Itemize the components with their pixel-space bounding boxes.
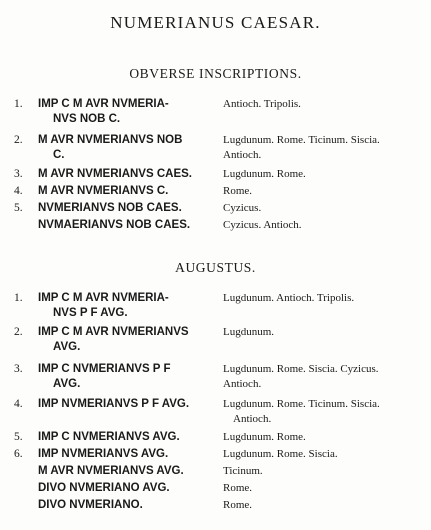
inscription-text	[38, 167, 223, 182]
mint-list	[223, 397, 418, 426]
inscription-text	[38, 218, 223, 233]
inscription-text	[38, 498, 223, 513]
inscription-line: DIVO NVMERIANO AVG.	[38, 482, 170, 494]
mint-list	[223, 167, 418, 182]
entry-row	[0, 291, 431, 323]
inscription-line: IMP C NVMERIANVS P F	[38, 363, 171, 375]
inscription-text	[38, 184, 223, 199]
mint-line: Rome.	[223, 499, 253, 511]
inscription-text	[38, 325, 223, 354]
entry-row	[0, 498, 431, 530]
inscription-text	[38, 464, 223, 479]
inscription-text	[38, 362, 223, 391]
entry-row	[0, 397, 431, 429]
entry-number: 4.	[14, 185, 23, 197]
mint-list	[223, 218, 418, 233]
inscription-line: NVS NOB C.	[53, 112, 121, 125]
inscription-text	[38, 201, 223, 216]
entry-row	[0, 325, 431, 357]
entry-number: 6.	[14, 448, 23, 460]
mint-line: Ticinum.	[223, 465, 263, 477]
section-heading-augustus: AUGUSTUS.	[175, 260, 256, 275]
inscription-line: M AVR NVMERIANVS C.	[38, 185, 169, 197]
inscription-line: NVS P F AVG.	[53, 306, 128, 319]
mint-list	[223, 201, 418, 216]
entry-number: 2.	[14, 134, 23, 146]
entry-number: 2.	[14, 326, 23, 338]
entry-row	[0, 133, 431, 165]
inscription-line: IMP C NVMERIANVS AVG.	[38, 431, 180, 443]
mint-list	[223, 430, 418, 445]
mint-line: Antioch.	[233, 412, 272, 425]
inscription-line: M AVR NVMERIANVS NOB	[38, 134, 183, 146]
mint-line: Lugdunum. Rome. Ticinum. Siscia.	[223, 134, 380, 146]
inscription-line: AVG.	[53, 340, 81, 353]
mint-line: Antioch.	[223, 377, 262, 390]
section-heading-obverse: OBVERSE INSCRIPTIONS.	[129, 66, 302, 81]
mint-list	[223, 291, 418, 306]
mint-list	[223, 325, 418, 340]
mint-list	[223, 362, 418, 391]
entry-number: 1.	[14, 292, 23, 304]
mint-list	[223, 97, 418, 112]
mint-line: Lugdunum. Rome. Siscia.	[223, 448, 338, 460]
inscription-line: AVG.	[53, 377, 81, 390]
entry-number: 5.	[14, 431, 23, 443]
mint-list	[223, 184, 418, 199]
entry-row	[0, 97, 431, 129]
inscription-line: M AVR NVMERIANVS CAES.	[38, 168, 192, 180]
inscription-text	[38, 291, 223, 320]
inscription-text	[38, 481, 223, 496]
entry-number: 4.	[14, 398, 23, 410]
mint-line: Antioch. Tripolis.	[223, 98, 301, 110]
mint-line: Lugdunum. Antioch. Tripolis.	[223, 292, 355, 304]
inscription-line: C.	[53, 148, 65, 161]
inscription-line: M AVR NVMERIANVS AVG.	[38, 465, 184, 477]
entry-number: 3.	[14, 363, 23, 375]
inscription-text	[38, 430, 223, 445]
entry-number: 1.	[14, 98, 23, 110]
inscription-line: IMP C M AVR NVMERIA-	[38, 98, 169, 110]
mint-line: Lugdunum. Rome. Siscia. Cyzicus.	[223, 363, 379, 375]
mint-line: Lugdunum. Rome.	[223, 168, 306, 180]
mint-list	[223, 447, 418, 462]
mint-line: Lugdunum. Rome. Ticinum. Siscia.	[223, 398, 380, 410]
mint-list	[223, 481, 418, 496]
mint-line: Lugdunum.	[223, 326, 275, 338]
inscription-line: IMP NVMERIANVS AVG.	[38, 448, 169, 460]
mint-list	[223, 498, 418, 513]
inscription-line: DIVO NVMERIANO.	[38, 499, 143, 511]
mint-line: Rome.	[223, 482, 253, 494]
inscription-line: NVMERIANVS NOB CAES.	[38, 202, 182, 214]
mint-line: Cyzicus. Antioch.	[223, 219, 302, 231]
inscription-text	[38, 397, 223, 412]
inscription-line: IMP NVMERIANVS P F AVG.	[38, 398, 190, 410]
mint-line: Antioch.	[223, 148, 262, 161]
entry-number: 3.	[14, 168, 23, 180]
inscription-line: IMP C M AVR NVMERIA-	[38, 292, 169, 304]
inscription-line: IMP C M AVR NVMERIANVS	[38, 326, 189, 338]
mint-list	[223, 464, 418, 479]
inscription-text	[38, 447, 223, 462]
page-title: NUMERIANUS CAESAR.	[110, 13, 321, 32]
inscription-line: NVMAERIANVS NOB CAES.	[38, 219, 191, 231]
inscription-text	[38, 97, 223, 126]
entry-number: 5.	[14, 202, 23, 214]
mint-line: Lugdunum. Rome.	[223, 431, 306, 443]
inscription-text	[38, 133, 223, 162]
mint-list	[223, 133, 418, 162]
mint-line: Cyzicus.	[223, 202, 262, 214]
mint-line: Rome.	[223, 185, 253, 197]
entry-row	[0, 218, 431, 250]
entry-row	[0, 362, 431, 394]
